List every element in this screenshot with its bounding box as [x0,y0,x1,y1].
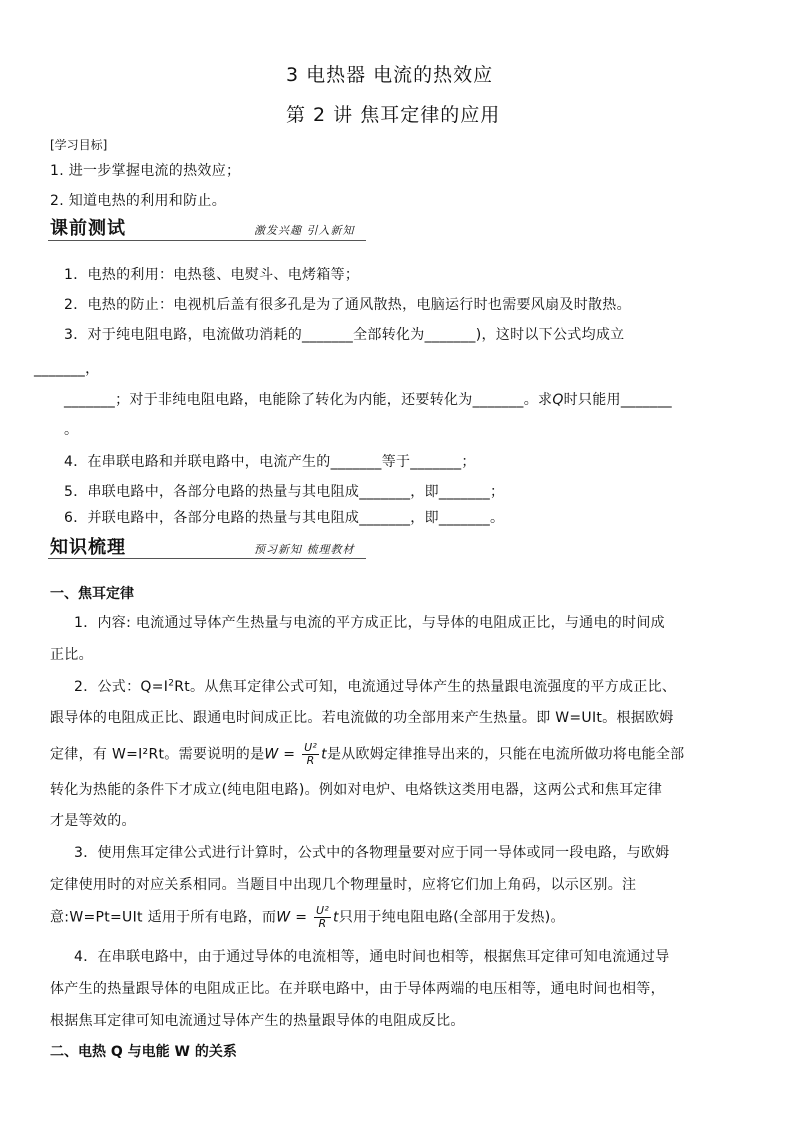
formula-w: W [264,746,279,763]
para-3b: 定律使用时的对应关系相同。当题目中出现几个物理量时，应将它们加上角码，以示区别。注 [50,877,637,893]
pretest-q6: 6．并联电路中，各部分电路的热量与其电阻成_______，即_______。 [64,510,505,526]
para-4a: 4．在串联电路中，由于通过导体的电流相等，通电时间也相等，根据焦耳定律可知电流通过导 [74,949,670,965]
para-1b: 正比。 [50,647,93,663]
objective-item: 2. 知道电热的利用和防止。 [50,193,227,209]
pretest-q4: 4．在串联电路和并联电路中，电流产生的_______等于_______； [64,454,476,470]
section-subtitle-knowledge: 预习新知 梳理教材 [254,543,355,556]
pretest-q2: 2．电热的防止：电视机后盖有很多孔是为了通风散热，电脑运行时也需要风扇及时散热。 [64,297,631,313]
para-2c: 定律，有 W=I²Rt。需要说明的是W = $\frac{\text{U²}}{R}$ t是从欧姆定律推导出来的，只能在电流所做功将电能全部 [50,741,685,767]
formula-fraction: $\frac{\text{U²}}{R}$ [315,904,330,930]
para-3a: 3．使用焦耳定律公式进行计算时，公式中的各物理量要对应于同一导体或同一段电路，与欧姆 [74,845,670,861]
section-rule [48,558,366,559]
page-subtitle: 第 2 讲 焦耳定律的应用 [286,104,501,126]
section-tag-knowledge: 知识梳理 [50,537,126,558]
para-2a: 2．公式：$Q=I^2Rt$。从焦耳定律公式可知，电流通过导体产生的热量跟电流强度的平方成正比、 [74,678,677,695]
formula-fraction: $\frac{\text{U²}}{R}$ [304,741,318,767]
objective-item: 1. 进一步掌握电流的热效应； [50,163,241,179]
para-2e: 才是等效的。 [50,813,136,829]
objectives-label: [学习目标] [50,138,108,152]
heading-heat-energy: 二、电热 Q 与电能 W 的关系 [50,1044,237,1060]
pretest-q1: 1．电热的利用：电热毯、电熨斗、电烤箱等； [64,267,360,283]
section-tag-pretest: 课前测试 [50,218,126,239]
heading-joule-law: 一、焦耳定律 [50,586,134,602]
page-title: 3 电热器 电流的热效应 [286,64,494,86]
formula-w: W [276,909,291,926]
para-2b: 跟导体的电阻成正比、跟通电时间成正比。若电流做的功全部用来产生热量。即 W=UIt。根据欧姆 [50,710,674,726]
para-4b: 体产生的热量跟导体的电阻成正比。在并联电路中，由于导体两端的电压相等，通电时间也相等， [50,981,665,997]
pretest-q3-blank: _______， [34,361,100,377]
para-1a: 1．内容: 电流通过导体产生热量与电流的平方成正比，与导体的电阻成正比，与通电的时间成 [74,615,665,631]
pretest-q5: 5．串联电路中，各部分电路的热量与其电阻成_______，即_______； [64,484,505,500]
para-3c: 意:W=Pt=UIt 适用于所有电路，而W = $\frac{\text{U²}}{R}$ t只用于纯电阻电路(全部用于发热)。 [50,904,565,930]
section-rule [48,240,366,241]
para-4c: 根据焦耳定律可知电流通过导体产生的热量跟导体的电阻成反比。 [50,1013,465,1029]
pretest-q3: 3．对于纯电阻电路，电流做功消耗的_______全部转化为_______)，这时以下公式均成立 [64,327,625,343]
pretest-q3-end: 。 [64,422,79,438]
pretest-q3-cont: _______；对于非纯电阻电路，电能除了转化为内能，还要转化为_______。求Q时只能用_______ [64,392,672,408]
section-subtitle-pretest: 激发兴趣 引入新知 [254,224,355,237]
para-2d: 转化为热能的条件下才成立(纯电阻电路)。例如对电炉、电烙铁这类用电器，这两公式和焦耳定律 [50,782,663,798]
